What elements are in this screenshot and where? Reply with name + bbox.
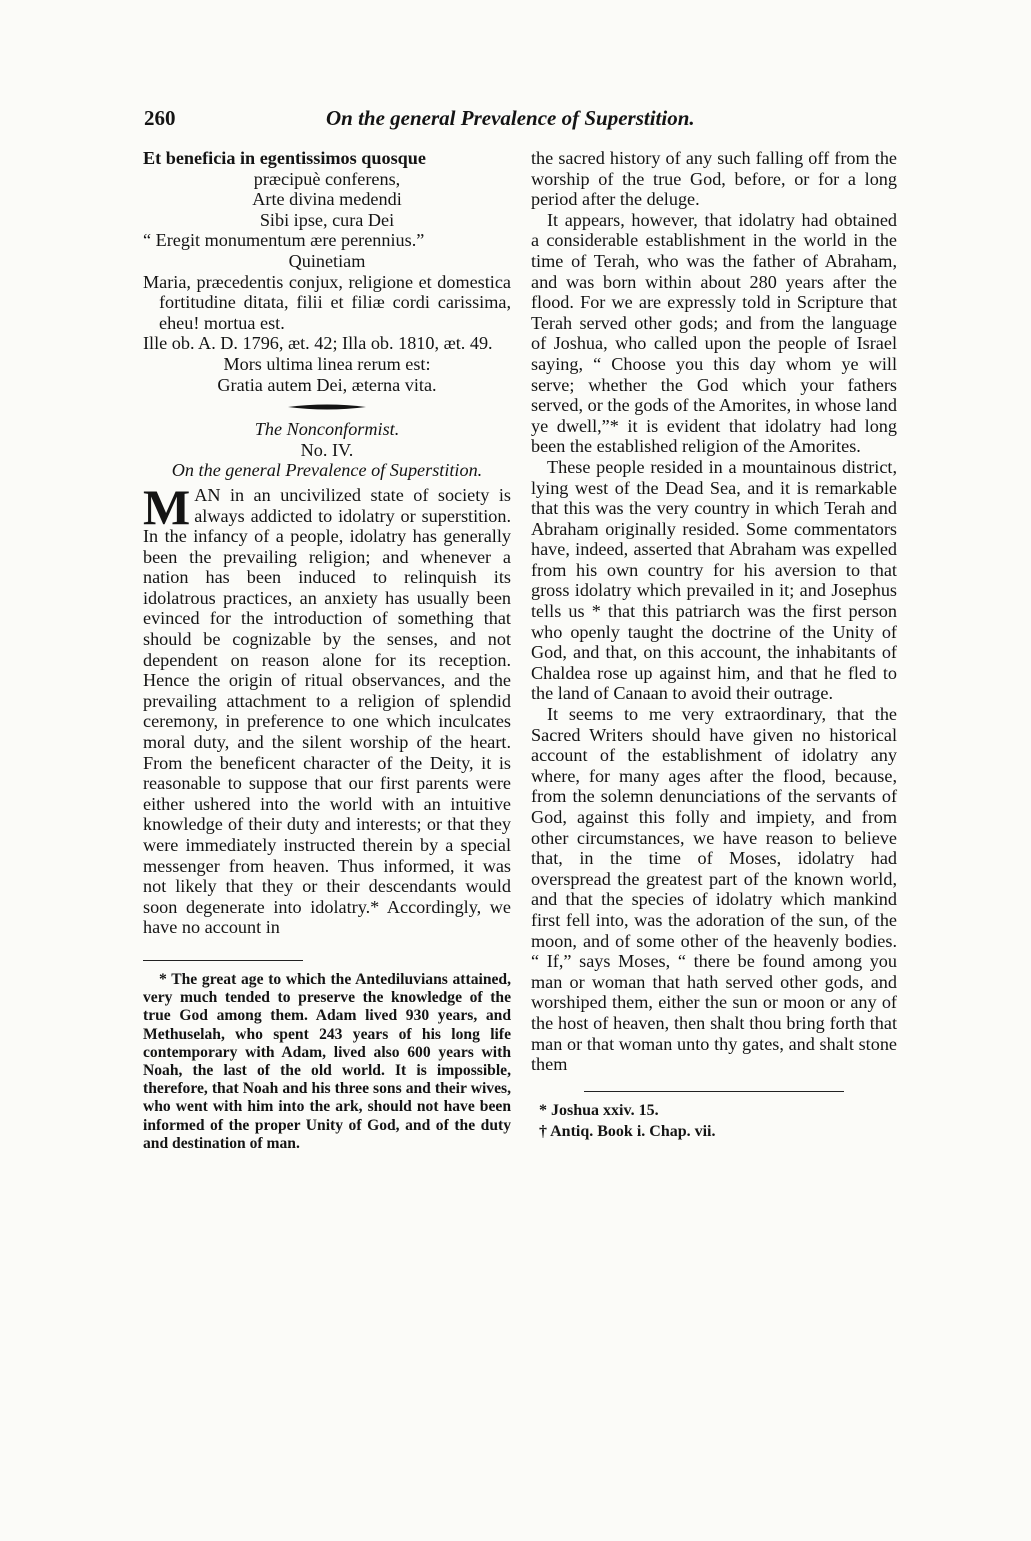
footnote-rule	[143, 960, 303, 961]
footnote-rule	[584, 1091, 844, 1092]
body-paragraph: It seems to me very extraordinary, that the Sacred Writers should have given no historical account of the establishment of idolatry any where, for many ages after the flood, because, from the solemn denunciations of the servants of God, against this folly and impiety, and from other circumstances, we have reason to believe that, in the time of Moses, idolatry had overspread the greatest part of the known world, and that the species of idolatry which mankind first fell into, was the adoration of the sun, of the moon, and of some other of the heavenly bodies. “ If,” says Moses, “ there be found among you man or woman that hath served other gods, and worshiped them, either the sun or moon or any of the host of heaven, then shalt thou bring forth that man or that woman unto thy gates, and shalt stone them	[531, 704, 897, 1075]
left-column	[143, 148, 511, 1153]
article-number: No. IV.	[300, 439, 354, 460]
article-title: On the general Prevalence of Superstition.	[171, 460, 483, 481]
epitaph-line: Arte divina medendi	[252, 189, 402, 210]
drop-cap: M	[143, 478, 191, 535]
epitaph-line: Gratia autem Dei, æterna vita.	[217, 374, 437, 395]
footnote: * The great age to which the Antediluvians attained, very much tended to preserve the knowledge of the true God among them. Adam lived 930 years, and Methuselah, who spent 243 years of his long life contemporary with Adam, lived also 600 years with Noah, the last of the old world. It is impossible, therefore, that Noah and his three sons and their wives, who went with him into the ark, should not have been informed of the proper Unity of God, and of the duty and destination of man.	[143, 970, 511, 1152]
epitaph-line: Quinetiam	[288, 250, 366, 271]
epitaph-line: præcipuè conferens,	[253, 168, 401, 189]
epitaph-line: “ Eregit monumentum ære perennius.”	[143, 230, 425, 251]
epitaph-line: Maria, præcedentis conjux, religione et domestica fortitudine ditata, filii et filiæ cordi carissima, eheu! mortua est.	[143, 271, 511, 333]
footnote: † Antiq. Book i. Chap. vii.	[539, 1122, 716, 1140]
body-paragraph: These people resided in a mountainous district, lying west of the Dead Sea, and it is remarkable that this was the very country in which Terah and Abraham originally resided. Some commentators have, indeed, asserted that Abraham was expelled from his own country for his aversion to that gross idolatry which prevailed in it; and Josephus tells us * that this patriarch was the first person who openly taught the doctrine of the Unity of God, and that, on this account, the inhabitants of Chaldea rose up against him, and that he fled to the land of Canaan to avoid their outrage.	[531, 456, 897, 704]
article-series: The Nonconformist.	[254, 419, 400, 440]
right-column	[531, 148, 897, 1142]
epitaph-line: Sibi ipse, cura Dei	[259, 209, 395, 230]
epitaph-line: Ille ob. A. D. 1796, æt. 42; Illa ob. 1810, æt. 49.	[143, 333, 493, 354]
body-paragraph: It appears, however, that idolatry had obtained a considerable establishment in the world in the time of Terah, who was the father of Abraham, and was born within about 280 years after the flood. For we are expressly told in Scripture that Terah served other gods; and from the language of Joshua, who called upon the people of Israel saying, “ Choose you this day whom ye will serve; whether the God which your fathers served, or the gods of the Amorites, in whose land ye dwell,”* it is evident that idolatry had long been the established religion of the Amorites.	[531, 209, 897, 457]
section-divider-ornament	[288, 403, 366, 411]
body-paragraph: the sacred history of any such falling off from the worship of the true God, before, or for a long period after the deluge.	[531, 148, 897, 210]
epitaph-line: Mors ultima linea rerum est:	[223, 353, 431, 374]
running-title: On the general Prevalence of Superstition.	[326, 106, 695, 130]
epitaph-line: Et beneficia in egentissimos quosque	[143, 148, 426, 168]
article-body-text: AN in an uncivilized state of society is always addicted to idolatry or superstition. In the infancy of a people, idolatry has generally been the prevailing religion; and whenever a nation has been induced to relinquish its idolatrous practices, an anxiety has usually been evinced for the introduction of something that should be cognizable by the senses, and not dependent on reason alone for its reception. Hence the origin of ritual observances, and the prevailing attachment to a religion of splendid ceremony, in preference to one which inculcates moral duty, and the silent worship of the heart. From the beneficent character of the Deity, it is reasonable to suppose that our first parents were either ushered into the world with an intuitive knowledge of their duty and interests; or that they were immediately instructed therein by a special messenger from heaven. Thus informed, it was not likely that they or their descendants would soon degenerate into idolatry.* Accordingly, we have no account in	[143, 484, 511, 938]
article-body-paragraph	[143, 478, 511, 938]
footnote: * Joshua xxiv. 15.	[539, 1101, 659, 1119]
page-number: 260	[144, 106, 176, 130]
running-header	[144, 106, 904, 136]
